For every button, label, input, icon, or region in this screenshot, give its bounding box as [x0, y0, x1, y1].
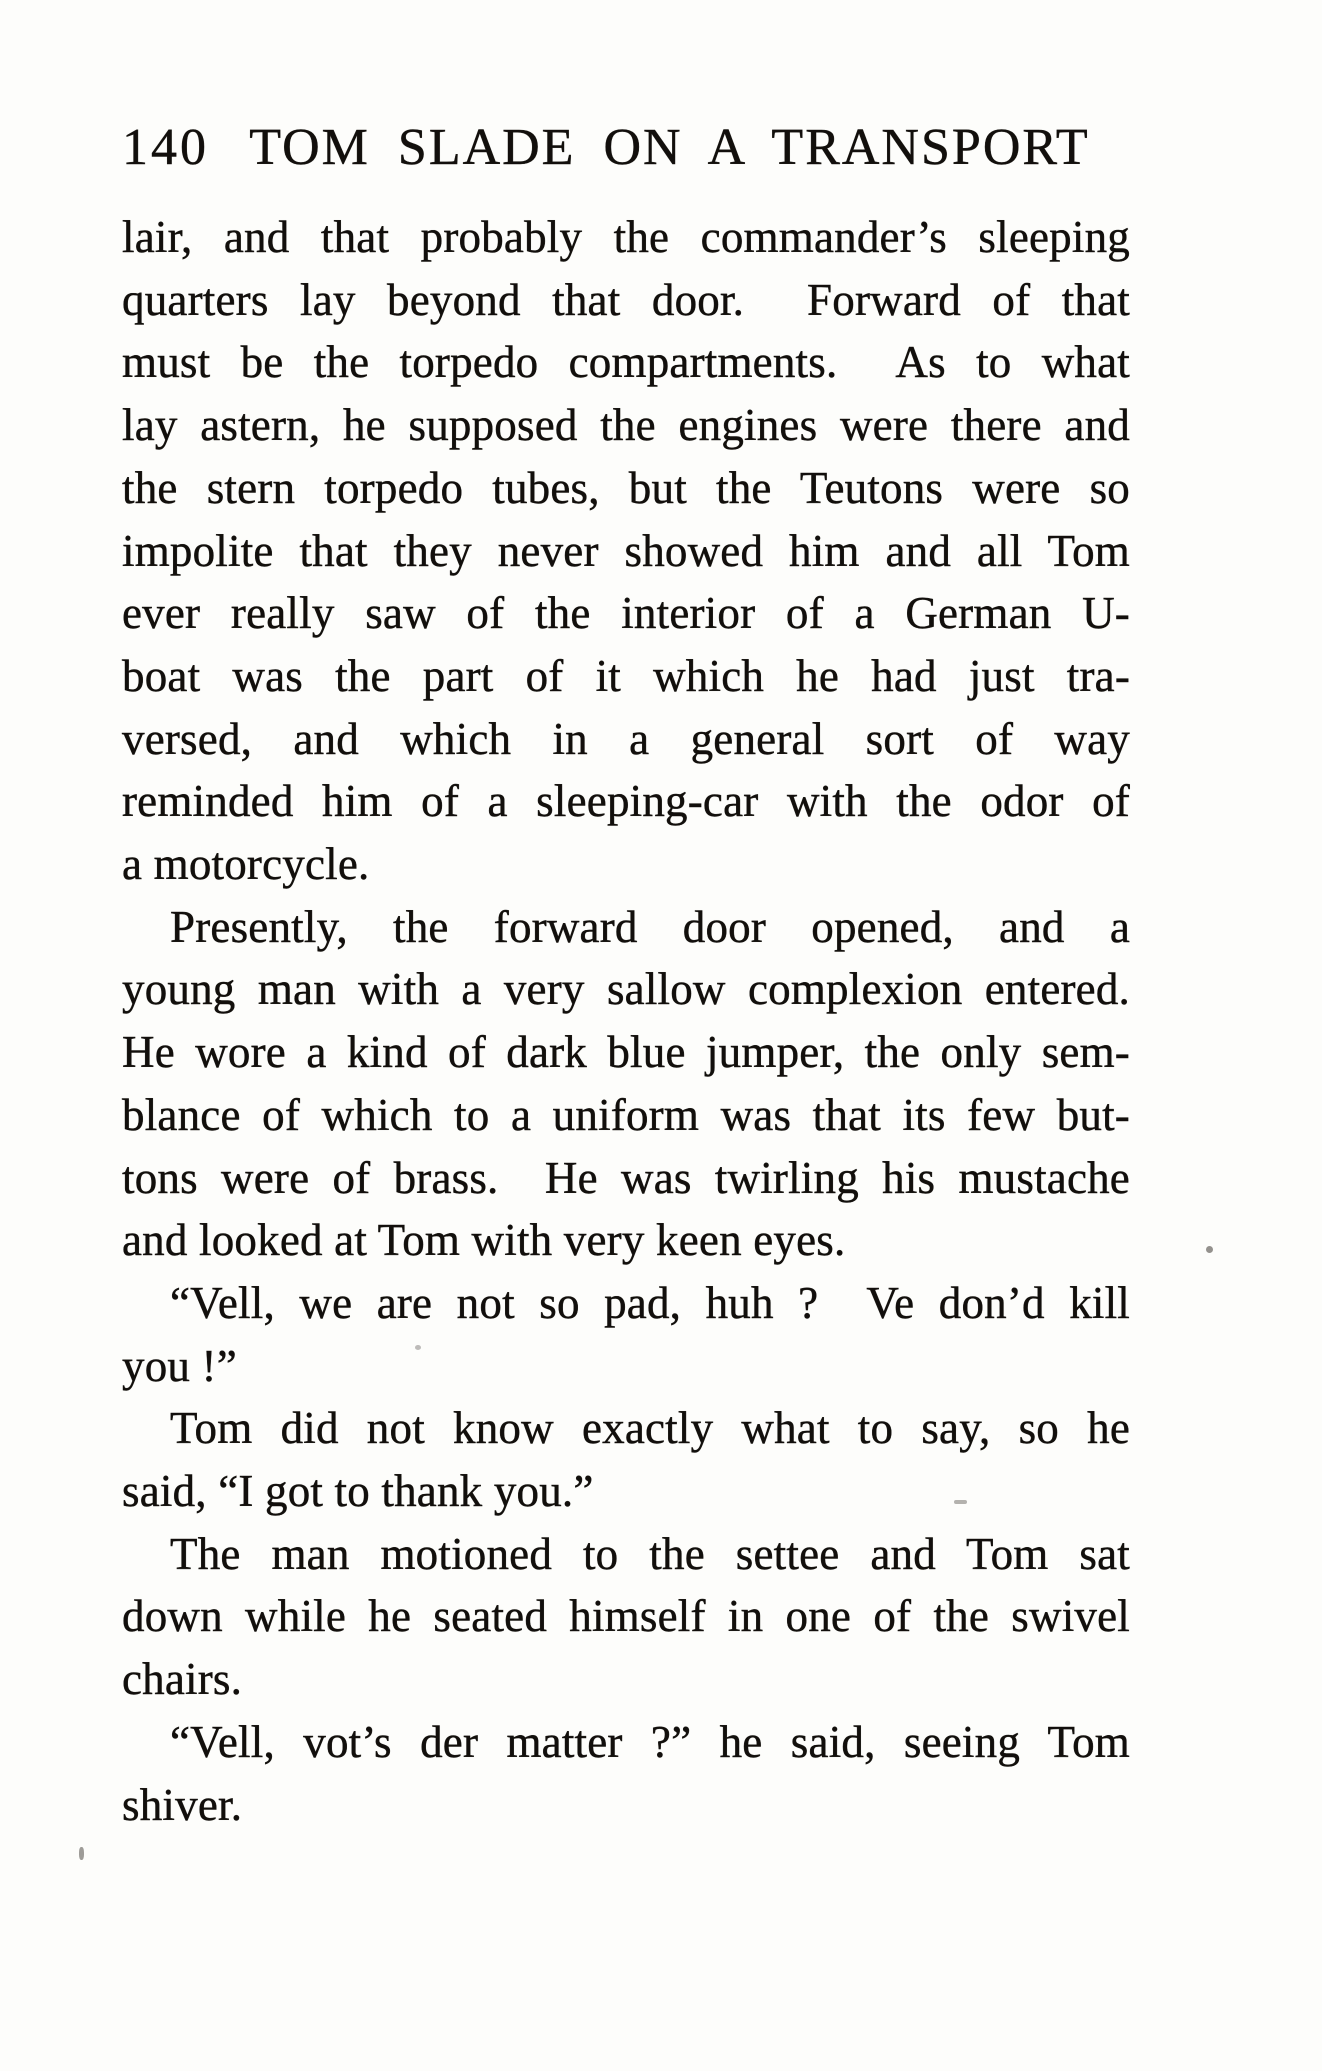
text-line: He wore a kind of dark blue jumper, the only sem- — [122, 1027, 1130, 1078]
body-text — [122, 206, 1130, 1836]
text-line: tons were of brass. He was twirling his mustache — [122, 1152, 1130, 1203]
text-line: The man motioned to the settee and Tom sat — [170, 1528, 1130, 1579]
text-line: down while he seated himself in one of the swivel — [122, 1591, 1130, 1642]
text-line: Presently, the forward door opened, and a — [170, 901, 1130, 952]
text-line: versed, and which in a general sort of way — [122, 713, 1130, 764]
text-line: lair, and that probably the commander’s sleeping — [122, 212, 1130, 262]
text-line: young man with a very sallow complexion entered. — [122, 964, 1130, 1015]
scan-speck — [954, 1500, 967, 1504]
scan-speck — [1206, 1246, 1213, 1253]
text-line: “Vell, we are not so pad, huh ? Ve don’d kill — [170, 1277, 1130, 1328]
text-line: chairs. — [122, 1654, 243, 1705]
text-line: “Vell, vot’s der matter ?” he said, seeing Tom — [170, 1716, 1130, 1767]
scan-speck — [415, 1345, 421, 1350]
text-line: must be the torpedo compartments. As to what — [122, 337, 1130, 388]
scan-speck — [79, 1847, 84, 1860]
text-line: and looked at Tom with very keen eyes. — [122, 1215, 846, 1266]
text-line: the stern torpedo tubes, but the Teutons were so — [122, 462, 1130, 513]
page-header — [122, 119, 1130, 176]
text-line: reminded him of a sleeping-car with the odor of — [122, 776, 1130, 827]
running-title: TOM SLADE ON A TRANSPORT — [249, 119, 1090, 176]
text-line: Tom did not know exactly what to say, so he — [170, 1403, 1130, 1454]
text-line: boat was the part of it which he had just tra- — [122, 650, 1130, 701]
page-number: 140 — [122, 119, 209, 176]
text-line: lay astern, he supposed the engines were there and — [122, 400, 1130, 451]
text-line: you !” — [122, 1340, 237, 1391]
text-line: quarters lay beyond that door. Forward of that — [122, 274, 1130, 325]
text-line: ever really saw of the interior of a German U- — [122, 588, 1130, 639]
text-line: shiver. — [122, 1779, 243, 1830]
text-line: a motorcycle. — [122, 839, 370, 890]
text-line: blance of which to a uniform was that its few but- — [122, 1089, 1130, 1140]
text-line: said, “I got to thank you.” — [122, 1466, 594, 1517]
text-line: impolite that they never showed him and all Tom — [122, 525, 1130, 576]
